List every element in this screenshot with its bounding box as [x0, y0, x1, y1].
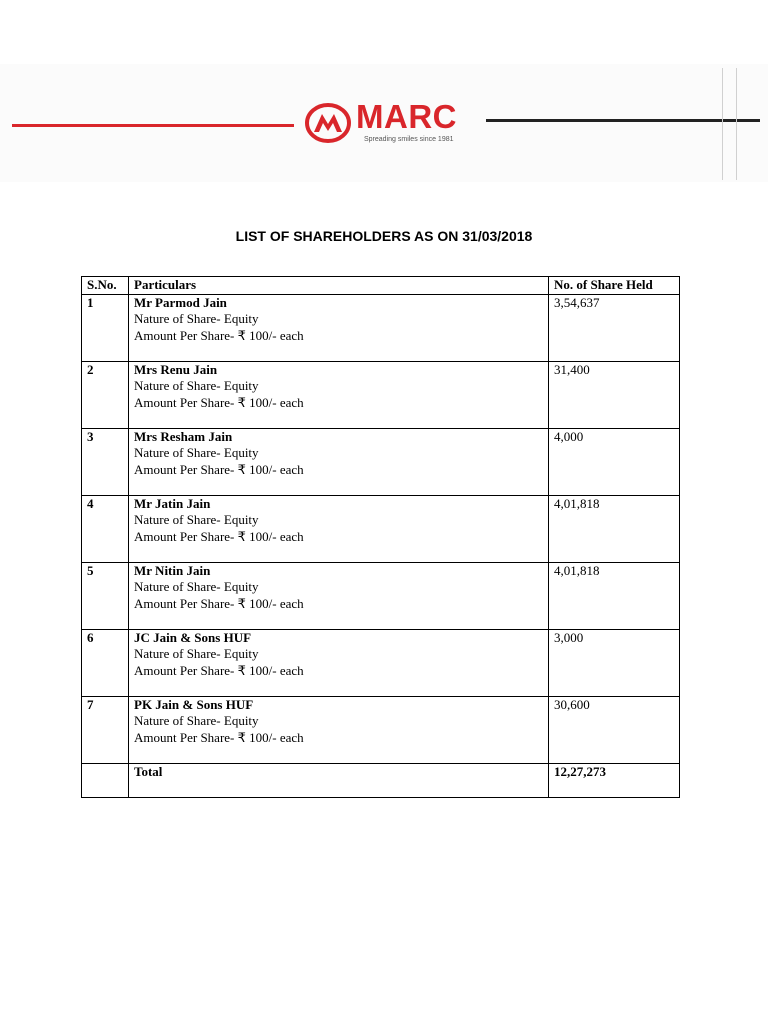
total-shares: 12,27,273: [549, 763, 680, 797]
table-row: [82, 294, 680, 361]
share-nature: Nature of Share- Equity: [134, 713, 259, 728]
shareholder-name: PK Jain & Sons HUF: [134, 696, 254, 712]
marc-logo: [304, 100, 484, 150]
column-header-sno: S.No.: [82, 277, 129, 295]
row-particulars: [129, 495, 549, 562]
table-row: [82, 361, 680, 428]
table-row: [82, 629, 680, 696]
row-sno: 1: [82, 294, 129, 361]
shareholder-name: JC Jain & Sons HUF: [134, 629, 252, 645]
total-label: Total: [129, 763, 549, 797]
share-nature: Nature of Share- Equity: [134, 646, 259, 661]
brand-name: MARC: [356, 98, 457, 135]
marc-logo-icon: [304, 102, 352, 144]
share-nature: Nature of Share- Equity: [134, 579, 259, 594]
row-shares: 31,400: [549, 361, 680, 428]
share-amount: Amount Per Share- ₹ 100/- each: [134, 461, 304, 477]
row-sno: 7: [82, 696, 129, 763]
row-particulars: [129, 629, 549, 696]
shareholder-name: Mr Nitin Jain: [134, 562, 211, 578]
header-rule-right: [486, 119, 760, 122]
row-particulars: [129, 361, 549, 428]
share-amount: Amount Per Share- ₹ 100/- each: [134, 729, 304, 745]
row-sno: 5: [82, 562, 129, 629]
table-row: [82, 495, 680, 562]
share-nature: Nature of Share- Equity: [134, 512, 259, 527]
column-header-particulars: Particulars: [129, 277, 549, 295]
table-row: [82, 562, 680, 629]
shareholder-name: Mr Parmod Jain: [134, 294, 227, 310]
share-amount: Amount Per Share- ₹ 100/- each: [134, 662, 304, 678]
shareholder-name: Mrs Resham Jain: [134, 428, 233, 444]
row-sno: 6: [82, 629, 129, 696]
row-shares: 4,01,818: [549, 562, 680, 629]
row-shares: 4,000: [549, 428, 680, 495]
row-shares: 3,54,637: [549, 294, 680, 361]
scan-line: [736, 68, 737, 180]
share-amount: Amount Per Share- ₹ 100/- each: [134, 595, 304, 611]
row-shares: 3,000: [549, 629, 680, 696]
row-particulars: [129, 562, 549, 629]
row-sno: 3: [82, 428, 129, 495]
row-particulars: [129, 696, 549, 763]
total-sno: [82, 763, 129, 797]
column-header-shares: No. of Share Held: [549, 277, 680, 295]
row-sno: 2: [82, 361, 129, 428]
row-sno: 4: [82, 495, 129, 562]
shareholder-name: Mrs Renu Jain: [134, 361, 218, 377]
share-nature: Nature of Share- Equity: [134, 378, 259, 393]
row-particulars: [129, 294, 549, 361]
shareholders-table: [81, 276, 680, 798]
table-row: [82, 696, 680, 763]
page-title: LIST OF SHAREHOLDERS AS ON 31/03/2018: [235, 228, 533, 244]
share-nature: Nature of Share- Equity: [134, 445, 259, 460]
scan-line: [722, 68, 723, 180]
header-rule-left: [12, 124, 294, 127]
row-shares: 4,01,818: [549, 495, 680, 562]
row-shares: 30,600: [549, 696, 680, 763]
shareholder-name: Mr Jatin Jain: [134, 495, 211, 511]
share-amount: Amount Per Share- ₹ 100/- each: [134, 528, 304, 544]
share-amount: Amount Per Share- ₹ 100/- each: [134, 327, 304, 343]
share-nature: Nature of Share- Equity: [134, 311, 259, 326]
table-row: [82, 428, 680, 495]
share-amount: Amount Per Share- ₹ 100/- each: [134, 394, 304, 410]
brand-tagline: Spreading smiles since 1981: [364, 136, 454, 143]
row-particulars: [129, 428, 549, 495]
table-total-row: [82, 763, 680, 797]
table-header-row: [82, 277, 680, 295]
